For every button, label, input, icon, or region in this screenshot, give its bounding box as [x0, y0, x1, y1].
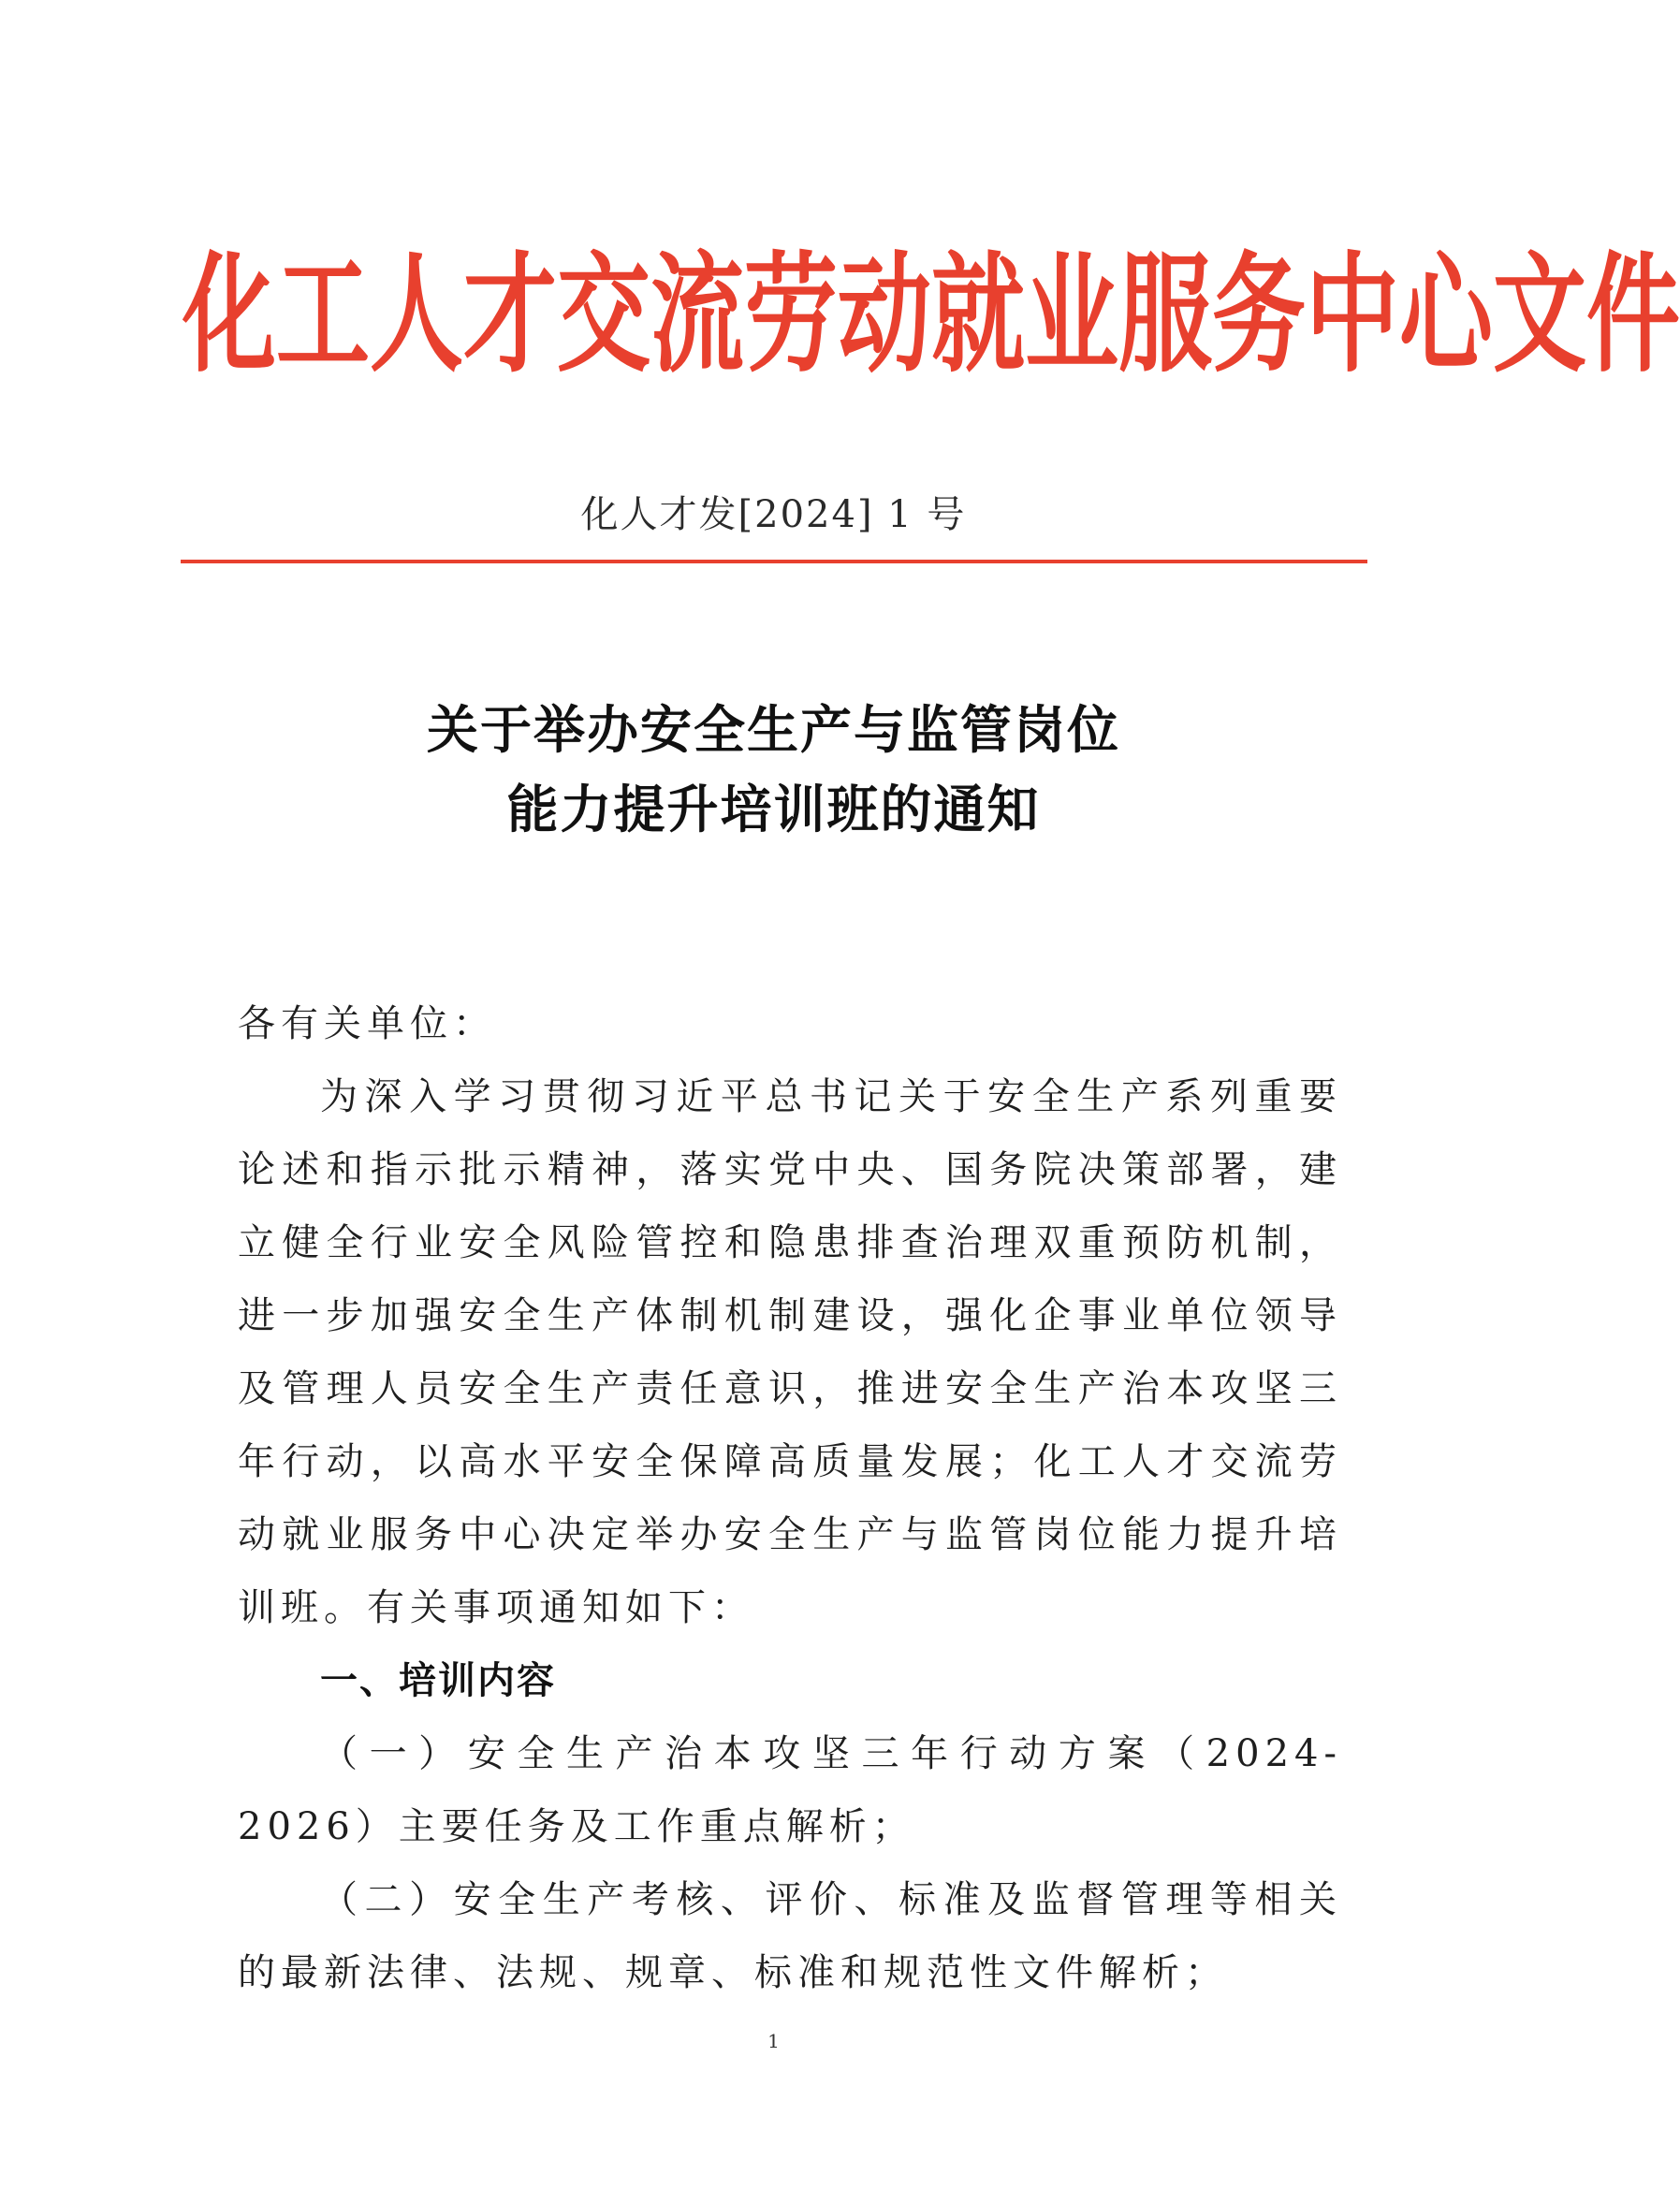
content-item-2: （二）安全生产考核、评价、标准及监督管理等相关的最新法律、法规、规章、标准和规范性文件解析； [238, 1878, 1342, 1994]
red-divider-line [181, 560, 1367, 563]
issuer-title-char-8: 动 [838, 239, 931, 391]
issuer-title-char-3: 人 [370, 239, 463, 391]
issuer-title-char-12: 务 [1212, 239, 1306, 391]
issuer-title-char-6: 流 [650, 239, 744, 391]
issuer-title-char-13: 中 [1306, 239, 1399, 391]
section-heading-training-content: 一、培训内容 [320, 1659, 556, 1702]
issuer-title-char-16: 件 [1586, 239, 1680, 391]
issuer-title-char-1: 化 [183, 239, 276, 391]
salutation: 各有关单位： [238, 1002, 496, 1045]
issuer-title-char-4: 才 [463, 239, 557, 391]
issuer-title-char-9: 就 [931, 239, 1025, 391]
issuer-title-char-10: 业 [1025, 239, 1118, 391]
page-number: 1 [767, 2030, 780, 2052]
intro-paragraph: 为深入学习贯彻习近平总书记关于安全生产系列重要论述和指示批示精神，落实党中央、国务院决策部署，建立健全行业安全风险管控和隐患排查治理双重预防机制，进一步加强安全生产体制机制建设，强化企事业单位领导及管理人员安全生产责任意识，推进安全生产治本攻坚三年行动，以高水平安全保障高质量发展；化工人才交流劳动就业服务中心决定举办安全生产与监管岗位能力提升培训班。有关事项通知如下： [238, 1075, 1342, 1629]
issuer-title-char-5: 交 [557, 239, 650, 391]
notice-title-line-2: 能力提升培训班的通知 [506, 779, 1041, 839]
issuer-title-char-2: 工 [276, 239, 370, 391]
document-number: 化人才发[2024] 1 号 [580, 493, 967, 536]
notice-title-line-1: 关于举办安全生产与监管岗位 [426, 699, 1120, 760]
issuer-title-char-14: 心 [1399, 239, 1493, 391]
issuer-title-char-15: 文 [1493, 239, 1586, 391]
notice-title [0, 690, 1547, 849]
issuer-title [183, 239, 1680, 391]
issuer-title-char-7: 劳 [744, 239, 838, 391]
body-text [238, 987, 1342, 2009]
issuer-title-char-11: 服 [1118, 239, 1212, 391]
content-item-1: （一）安全生产治本攻坚三年行动方案（2024-2026）主要任务及工作重点解析； [238, 1732, 1342, 1848]
